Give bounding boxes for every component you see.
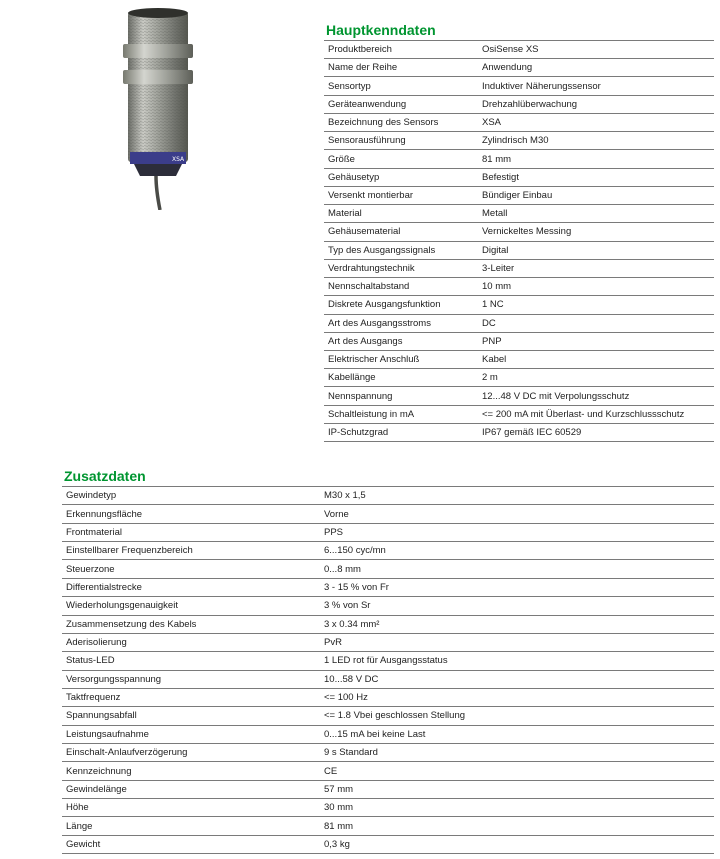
spec-value: Anwendung <box>478 59 714 77</box>
spec-row <box>62 688 714 706</box>
spec-label: Gewindelänge <box>62 780 320 798</box>
extra-specs-table <box>62 486 714 854</box>
spec-row <box>324 205 714 223</box>
spec-label: Material <box>324 205 478 223</box>
spec-value: 3 % von Sr <box>320 597 714 615</box>
spec-label: Status-LED <box>62 652 320 670</box>
spec-value: 1 LED rot für Ausgangsstatus <box>320 652 714 670</box>
spec-value: Bündiger Einbau <box>478 186 714 204</box>
spec-row <box>324 59 714 77</box>
spec-label: Typ des Ausgangssignals <box>324 241 478 259</box>
spec-value: Kabel <box>478 350 714 368</box>
spec-value: OsiSense XS <box>478 41 714 59</box>
spec-row <box>62 670 714 688</box>
spec-value: 3-Leiter <box>478 259 714 277</box>
spec-value: Digital <box>478 241 714 259</box>
spec-value: 81 mm <box>320 817 714 835</box>
spec-label: Zusammensetzung des Kabels <box>62 615 320 633</box>
spec-label: Leistungsaufnahme <box>62 725 320 743</box>
spec-label: Nennspannung <box>324 387 478 405</box>
spec-label: Elektrischer Anschluß <box>324 350 478 368</box>
spec-row <box>324 259 714 277</box>
spec-value: Drehzahlüberwachung <box>478 95 714 113</box>
spec-value: 1 NC <box>478 296 714 314</box>
spec-row <box>324 41 714 59</box>
spec-row <box>62 487 714 505</box>
spec-value: <= 100 Hz <box>320 688 714 706</box>
spec-label: IP-Schutzgrad <box>324 423 478 441</box>
spec-value: Metall <box>478 205 714 223</box>
spec-label: Nennschaltabstand <box>324 278 478 296</box>
spec-label: Verdrahtungstechnik <box>324 259 478 277</box>
spec-value: 57 mm <box>320 780 714 798</box>
spec-value: Befestigt <box>478 168 714 186</box>
spec-label: Erkennungsfläche <box>62 505 320 523</box>
svg-text:XSA: XSA <box>172 156 185 163</box>
spec-value: 0...8 mm <box>320 560 714 578</box>
spec-row <box>324 77 714 95</box>
spec-label: Sensortyp <box>324 77 478 95</box>
spec-row <box>324 241 714 259</box>
spec-value: DC <box>478 314 714 332</box>
spec-row <box>324 314 714 332</box>
spec-row <box>324 95 714 113</box>
spec-row <box>62 707 714 725</box>
spec-value: PPS <box>320 523 714 541</box>
spec-label: Versorgungsspannung <box>62 670 320 688</box>
spec-row <box>62 597 714 615</box>
spec-label: Art des Ausgangsstroms <box>324 314 478 332</box>
spec-label: Differentialstrecke <box>62 578 320 596</box>
spec-row <box>62 835 714 853</box>
spec-label: Schaltleistung in mA <box>324 405 478 423</box>
spec-label: Kabellänge <box>324 369 478 387</box>
spec-value: 3 - 15 % von Fr <box>320 578 714 596</box>
spec-label: Einschalt-Anlaufverzögerung <box>62 744 320 762</box>
spec-value: 81 mm <box>478 150 714 168</box>
spec-row <box>62 578 714 596</box>
spec-row <box>62 762 714 780</box>
spec-row <box>62 633 714 651</box>
spec-label: Länge <box>62 817 320 835</box>
spec-row <box>62 560 714 578</box>
spec-row <box>62 780 714 798</box>
spec-value: M30 x 1,5 <box>320 487 714 505</box>
spec-value: 12...48 V DC mit Verpolungsschutz <box>478 387 714 405</box>
spec-value: 0,3 kg <box>320 835 714 853</box>
spec-label: Gewicht <box>62 835 320 853</box>
spec-label: Gewindetyp <box>62 487 320 505</box>
spec-label: Art des Ausgangs <box>324 332 478 350</box>
spec-label: Diskrete Ausgangsfunktion <box>324 296 478 314</box>
spec-row <box>324 132 714 150</box>
spec-value: 6...150 cyc/mn <box>320 542 714 560</box>
spec-label: Größe <box>324 150 478 168</box>
spec-row <box>62 799 714 817</box>
spec-label: Geräteanwendung <box>324 95 478 113</box>
spec-label: Name der Reihe <box>324 59 478 77</box>
spec-value: Vorne <box>320 505 714 523</box>
spec-row <box>324 150 714 168</box>
product-image <box>112 4 208 210</box>
spec-label: Einstellbarer Frequenzbereich <box>62 542 320 560</box>
spec-label: Frontmaterial <box>62 523 320 541</box>
spec-row <box>62 817 714 835</box>
spec-row <box>62 652 714 670</box>
spec-row <box>324 296 714 314</box>
spec-row <box>324 332 714 350</box>
spec-row <box>324 278 714 296</box>
spec-value: IP67 gemäß IEC 60529 <box>478 423 714 441</box>
spec-row <box>324 186 714 204</box>
spec-label: Taktfrequenz <box>62 688 320 706</box>
spec-row <box>324 387 714 405</box>
spec-row <box>62 523 714 541</box>
spec-label: Sensorausführung <box>324 132 478 150</box>
spec-label: Gehäusetyp <box>324 168 478 186</box>
spec-label: Höhe <box>62 799 320 817</box>
spec-row <box>62 542 714 560</box>
spec-value: XSA <box>478 113 714 131</box>
spec-row <box>324 405 714 423</box>
spec-row <box>324 113 714 131</box>
extra-section-title: Zusatzdaten <box>64 468 146 484</box>
spec-label: Wiederholungsgenauigkeit <box>62 597 320 615</box>
spec-label: Spannungsabfall <box>62 707 320 725</box>
spec-row <box>324 223 714 241</box>
spec-row <box>62 744 714 762</box>
spec-label: Gehäusematerial <box>324 223 478 241</box>
spec-row <box>62 505 714 523</box>
spec-value: 30 mm <box>320 799 714 817</box>
spec-value: PNP <box>478 332 714 350</box>
spec-value: 9 s Standard <box>320 744 714 762</box>
main-section-title: Hauptkenndaten <box>326 22 436 38</box>
spec-value: 2 m <box>478 369 714 387</box>
spec-label: Aderisolierung <box>62 633 320 651</box>
spec-value: PvR <box>320 633 714 651</box>
spec-value: CE <box>320 762 714 780</box>
spec-value: Vernickeltes Messing <box>478 223 714 241</box>
spec-value: 3 x 0.34 mm² <box>320 615 714 633</box>
spec-value: <= 200 mA mit Überlast- und Kurzschlussschutz <box>478 405 714 423</box>
spec-label: Steuerzone <box>62 560 320 578</box>
spec-value: 10...58 V DC <box>320 670 714 688</box>
spec-row <box>324 168 714 186</box>
spec-row <box>324 369 714 387</box>
main-specs-table <box>324 40 714 442</box>
spec-row <box>324 350 714 368</box>
spec-label: Bezeichnung des Sensors <box>324 113 478 131</box>
spec-row <box>62 725 714 743</box>
spec-value: 0...15 mA bei keine Last <box>320 725 714 743</box>
spec-value: 10 mm <box>478 278 714 296</box>
spec-value: Zylindrisch M30 <box>478 132 714 150</box>
spec-row <box>62 615 714 633</box>
spec-row <box>324 423 714 441</box>
spec-value: <= 1.8 Vbei geschlossen Stellung <box>320 707 714 725</box>
spec-label: Produktbereich <box>324 41 478 59</box>
spec-label: Versenkt montierbar <box>324 186 478 204</box>
spec-value: Induktiver Näherungssensor <box>478 77 714 95</box>
spec-label: Kennzeichnung <box>62 762 320 780</box>
